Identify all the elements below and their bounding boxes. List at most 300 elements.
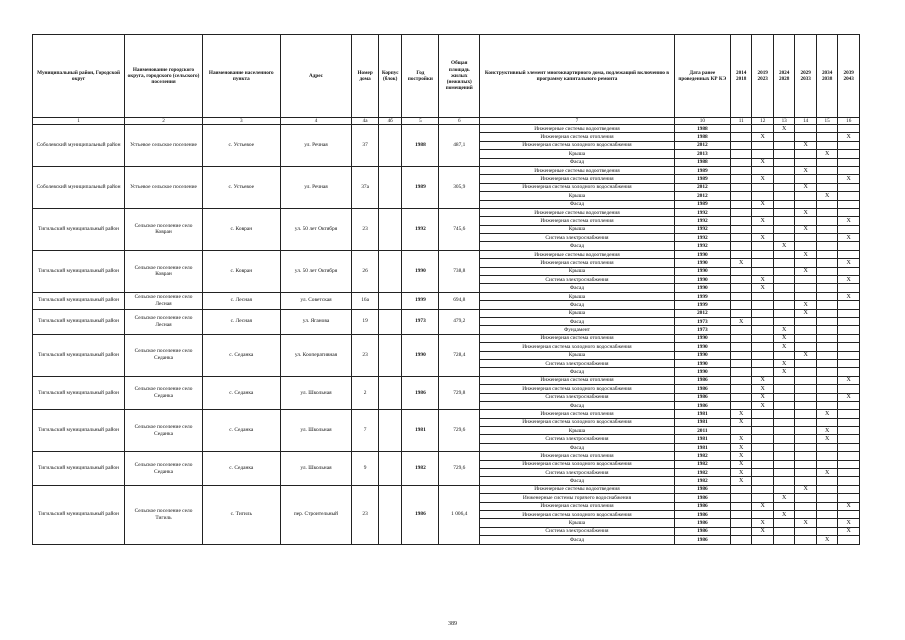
element-cell: Инженерные системы водоотведения xyxy=(480,125,674,133)
period-mark-cell xyxy=(752,150,773,158)
period-mark-cell xyxy=(773,192,794,200)
period-mark-cell xyxy=(773,401,794,409)
column-number: 4 xyxy=(280,118,352,125)
prior-repair-date-cell: 1992 xyxy=(674,242,730,250)
prior-repair-date-cell: 1986 xyxy=(674,536,730,544)
element-cell: Инженерная система отопления xyxy=(480,259,674,267)
period-mark-cell: X xyxy=(838,519,860,527)
period-mark-cell xyxy=(730,166,751,174)
build-year-cell: 1986 xyxy=(402,485,439,544)
period-mark-cell xyxy=(816,334,837,342)
element-cell: Инженерная система холодного водоснабжения xyxy=(480,183,674,191)
element-cell: Инженерные системы горячего водоснабжения xyxy=(480,494,674,502)
period-mark-cell xyxy=(773,250,794,258)
period-mark-cell xyxy=(752,460,773,468)
period-mark-cell xyxy=(773,317,794,325)
period-mark-cell: X xyxy=(752,217,773,225)
period-mark-cell xyxy=(773,158,794,166)
address-cell: ул. Советская xyxy=(280,292,352,309)
element-cell: Инженерная система отопления xyxy=(480,376,674,384)
element-cell: Инженерная система отопления xyxy=(480,410,674,418)
period-mark-cell: X xyxy=(795,166,816,174)
period-mark-cell xyxy=(795,385,816,393)
block-cell xyxy=(378,208,402,250)
period-mark-cell xyxy=(838,359,860,367)
period-mark-cell: X xyxy=(730,460,751,468)
period-mark-cell xyxy=(816,326,837,334)
element-cell: Система электроснабжения xyxy=(480,527,674,535)
period-mark-cell xyxy=(730,301,751,309)
period-mark-cell: X xyxy=(838,527,860,535)
period-mark-cell xyxy=(795,259,816,267)
house-number-cell: 7 xyxy=(352,410,379,452)
element-cell: Фасад xyxy=(480,368,674,376)
period-mark-cell xyxy=(838,284,860,292)
element-cell: Инженерные системы водоотведения xyxy=(480,166,674,174)
period-mark-cell xyxy=(752,443,773,451)
prior-repair-date-cell: 1999 xyxy=(674,292,730,300)
period-mark-cell xyxy=(838,200,860,208)
area-cell: 728,4 xyxy=(439,334,480,376)
element-cell: Фундамент xyxy=(480,326,674,334)
element-cell: Инженерная система холодного водоснабжения xyxy=(480,385,674,393)
period-mark-cell xyxy=(752,452,773,460)
period-mark-cell: X xyxy=(795,309,816,317)
column-number: 4а xyxy=(352,118,379,125)
period-mark-cell xyxy=(816,225,837,233)
period-mark-cell: X xyxy=(838,133,860,141)
prior-repair-date-cell: 1986 xyxy=(674,527,730,535)
area-cell: 305,9 xyxy=(439,166,480,208)
period-mark-cell xyxy=(773,351,794,359)
house-number-cell: 16а xyxy=(352,292,379,309)
page-number: 389 xyxy=(448,621,457,627)
column-header: Корпус (блок) xyxy=(378,35,402,118)
address-cell: пер. Строительный xyxy=(280,485,352,544)
period-mark-cell: X xyxy=(795,183,816,191)
period-mark-cell xyxy=(838,317,860,325)
house-number-cell: 37 xyxy=(352,125,379,167)
period-mark-cell xyxy=(752,301,773,309)
period-mark-cell xyxy=(773,150,794,158)
period-mark-cell xyxy=(816,351,837,359)
period-mark-cell xyxy=(816,477,837,485)
period-mark-cell xyxy=(816,242,837,250)
table-row xyxy=(33,125,860,133)
prior-repair-date-cell: 1990 xyxy=(674,284,730,292)
build-year-cell: 1992 xyxy=(402,208,439,250)
period-mark-cell: X xyxy=(816,192,837,200)
settlement-cell: Сельское поселение село Седанка xyxy=(125,376,203,410)
period-mark-cell: X xyxy=(838,259,860,267)
period-mark-cell xyxy=(773,259,794,267)
period-mark-cell: X xyxy=(816,150,837,158)
period-mark-cell xyxy=(730,309,751,317)
period-mark-cell xyxy=(752,292,773,300)
locality-cell: с. Седанка xyxy=(202,334,280,376)
period-mark-cell xyxy=(795,326,816,334)
element-cell: Фасад xyxy=(480,158,674,166)
prior-repair-date-cell: 1986 xyxy=(674,510,730,518)
period-mark-cell: X xyxy=(752,502,773,510)
house-number-cell: 37а xyxy=(352,166,379,208)
period-mark-cell xyxy=(752,208,773,216)
period-mark-cell xyxy=(730,208,751,216)
address-cell: ул. 50 лет Октября xyxy=(280,208,352,250)
build-year-cell: 1990 xyxy=(402,334,439,376)
prior-repair-date-cell: 1982 xyxy=(674,469,730,477)
period-mark-cell xyxy=(838,427,860,435)
period-mark-cell xyxy=(752,485,773,493)
period-mark-cell xyxy=(730,183,751,191)
settlement-cell: Сельское поселение село Ковран xyxy=(125,250,203,292)
period-mark-cell xyxy=(816,393,837,401)
prior-repair-date-cell: 1990 xyxy=(674,351,730,359)
period-mark-cell xyxy=(816,208,837,216)
period-mark-cell: X xyxy=(816,410,837,418)
prior-repair-date-cell: 1986 xyxy=(674,385,730,393)
period-mark-cell xyxy=(773,284,794,292)
column-header: 2034 2038 xyxy=(816,35,837,118)
period-mark-cell: X xyxy=(773,242,794,250)
period-mark-cell xyxy=(752,469,773,477)
capital-repair-table xyxy=(32,34,860,545)
prior-repair-date-cell: 1992 xyxy=(674,217,730,225)
prior-repair-date-cell: 1988 xyxy=(674,158,730,166)
table-row xyxy=(33,309,860,317)
column-header: Дата ранее проведенных КР КЭ xyxy=(674,35,730,118)
period-mark-cell xyxy=(752,250,773,258)
prior-repair-date-cell: 1992 xyxy=(674,234,730,242)
period-mark-cell xyxy=(752,125,773,133)
period-mark-cell xyxy=(795,393,816,401)
period-mark-cell: X xyxy=(773,334,794,342)
column-number: 13 xyxy=(773,118,794,125)
element-cell: Инженерная система отопления xyxy=(480,217,674,225)
element-cell: Система электроснабжения xyxy=(480,359,674,367)
prior-repair-date-cell: 2012 xyxy=(674,192,730,200)
district-cell: Тигильский муниципальный район xyxy=(33,452,125,486)
period-mark-cell xyxy=(816,166,837,174)
period-mark-cell xyxy=(795,410,816,418)
block-cell xyxy=(378,334,402,376)
period-mark-cell: X xyxy=(838,376,860,384)
period-mark-cell xyxy=(730,284,751,292)
period-mark-cell xyxy=(838,460,860,468)
period-mark-cell xyxy=(730,158,751,166)
element-cell: Система электроснабжения xyxy=(480,469,674,477)
period-mark-cell xyxy=(795,200,816,208)
period-mark-cell xyxy=(752,225,773,233)
column-number: 15 xyxy=(816,118,837,125)
period-mark-cell xyxy=(795,343,816,351)
prior-repair-date-cell: 1990 xyxy=(674,259,730,267)
column-header: 2014 2018 xyxy=(730,35,751,118)
period-mark-cell xyxy=(816,217,837,225)
period-mark-cell: X xyxy=(773,343,794,351)
period-mark-cell xyxy=(795,234,816,242)
period-mark-cell xyxy=(730,292,751,300)
element-cell: Инженерная система отопления xyxy=(480,133,674,141)
period-mark-cell xyxy=(730,359,751,367)
period-mark-cell xyxy=(838,435,860,443)
period-mark-cell: X xyxy=(838,276,860,284)
period-mark-cell xyxy=(773,469,794,477)
settlement-cell: Устьевое сельское поселение xyxy=(125,125,203,167)
column-header: Год постройки xyxy=(402,35,439,118)
prior-repair-date-cell: 2011 xyxy=(674,427,730,435)
period-mark-cell xyxy=(773,460,794,468)
address-cell: ул. Школьная xyxy=(280,410,352,452)
period-mark-cell: X xyxy=(752,527,773,535)
period-mark-cell xyxy=(730,334,751,342)
period-mark-cell xyxy=(730,502,751,510)
district-cell: Тигильский муниципальный район xyxy=(33,309,125,334)
period-mark-cell: X xyxy=(730,259,751,267)
period-mark-cell xyxy=(795,276,816,284)
period-mark-cell: X xyxy=(816,536,837,544)
period-mark-cell xyxy=(816,485,837,493)
address-cell: ул. Кооперативная xyxy=(280,334,352,376)
address-cell: ул. Школьная xyxy=(280,376,352,410)
period-mark-cell xyxy=(730,200,751,208)
period-mark-cell: X xyxy=(752,133,773,141)
period-mark-cell xyxy=(838,309,860,317)
element-cell: Инженерная система отопления xyxy=(480,175,674,183)
period-mark-cell xyxy=(816,502,837,510)
settlement-cell: Сельское поселение село Лесная xyxy=(125,309,203,334)
prior-repair-date-cell: 2012 xyxy=(674,141,730,149)
period-mark-cell: X xyxy=(816,427,837,435)
period-mark-cell: X xyxy=(752,385,773,393)
period-mark-cell xyxy=(816,141,837,149)
period-mark-cell xyxy=(773,166,794,174)
period-mark-cell xyxy=(838,183,860,191)
prior-repair-date-cell: 1982 xyxy=(674,477,730,485)
period-mark-cell xyxy=(816,385,837,393)
period-mark-cell: X xyxy=(795,141,816,149)
period-mark-cell xyxy=(730,267,751,275)
period-mark-cell xyxy=(730,133,751,141)
period-mark-cell xyxy=(730,326,751,334)
column-header: Номер дома xyxy=(352,35,379,118)
period-mark-cell xyxy=(730,527,751,535)
period-mark-cell xyxy=(795,510,816,518)
column-header: Конструктивный элемент многоквартирного дома, подлежащий включению в программу капитального ремонта xyxy=(480,35,674,118)
period-mark-cell xyxy=(773,208,794,216)
area-cell: 479,2 xyxy=(439,309,480,334)
period-mark-cell xyxy=(730,276,751,284)
locality-cell: с. Устьевое xyxy=(202,125,280,167)
address-cell: ул. Школьная xyxy=(280,452,352,486)
settlement-cell: Сельское поселение село Тигиль xyxy=(125,485,203,544)
period-mark-cell xyxy=(773,536,794,544)
period-mark-cell xyxy=(838,192,860,200)
element-cell: Фасад xyxy=(480,401,674,409)
house-number-cell: 2 xyxy=(352,376,379,410)
period-mark-cell xyxy=(752,343,773,351)
period-mark-cell xyxy=(773,292,794,300)
column-header: Наименование городского округа, городского (сельского) поселения xyxy=(125,35,203,118)
element-cell: Инженерные системы водоотведения xyxy=(480,208,674,216)
period-mark-cell xyxy=(773,427,794,435)
period-mark-cell: X xyxy=(730,477,751,485)
period-mark-cell xyxy=(730,385,751,393)
period-mark-cell xyxy=(730,234,751,242)
area-cell: 729,6 xyxy=(439,452,480,486)
period-mark-cell: X xyxy=(752,175,773,183)
period-mark-cell: X xyxy=(838,393,860,401)
element-cell: Крыша xyxy=(480,309,674,317)
build-year-cell: 1973 xyxy=(402,309,439,334)
period-mark-cell xyxy=(816,519,837,527)
house-number-cell: 9 xyxy=(352,452,379,486)
element-cell: Крыша xyxy=(480,292,674,300)
period-mark-cell xyxy=(795,418,816,426)
period-mark-cell xyxy=(752,267,773,275)
period-mark-cell xyxy=(752,317,773,325)
block-cell xyxy=(378,125,402,167)
period-mark-cell: X xyxy=(773,359,794,367)
period-mark-cell xyxy=(838,385,860,393)
period-mark-cell xyxy=(773,276,794,284)
period-mark-cell xyxy=(838,301,860,309)
area-cell: 1 006,4 xyxy=(439,485,480,544)
column-number: 14 xyxy=(795,118,816,125)
period-mark-cell xyxy=(816,418,837,426)
period-mark-cell xyxy=(773,502,794,510)
period-mark-cell: X xyxy=(795,301,816,309)
period-mark-cell xyxy=(795,502,816,510)
locality-cell: с. Устьевое xyxy=(202,166,280,208)
period-mark-cell xyxy=(752,418,773,426)
element-cell: Инженерная система отопления xyxy=(480,452,674,460)
period-mark-cell xyxy=(730,519,751,527)
period-mark-cell xyxy=(752,536,773,544)
period-mark-cell xyxy=(816,368,837,376)
prior-repair-date-cell: 1982 xyxy=(674,452,730,460)
period-mark-cell: X xyxy=(773,326,794,334)
element-cell: Крыша xyxy=(480,427,674,435)
period-mark-cell xyxy=(795,192,816,200)
period-mark-cell xyxy=(752,368,773,376)
period-mark-cell: X xyxy=(838,217,860,225)
table-row xyxy=(33,485,860,493)
column-number: 16 xyxy=(838,118,860,125)
period-mark-cell xyxy=(816,133,837,141)
element-cell: Инженерная система холодного водоснабжения xyxy=(480,418,674,426)
period-mark-cell xyxy=(816,317,837,325)
element-cell: Фасад xyxy=(480,443,674,451)
area-cell: 738,8 xyxy=(439,250,480,292)
period-mark-cell: X xyxy=(752,393,773,401)
period-mark-cell xyxy=(752,141,773,149)
period-mark-cell xyxy=(730,343,751,351)
period-mark-cell xyxy=(730,510,751,518)
build-year-cell: 1990 xyxy=(402,250,439,292)
period-mark-cell xyxy=(838,485,860,493)
house-number-cell: 23 xyxy=(352,334,379,376)
period-mark-cell xyxy=(795,527,816,535)
area-cell: 745,6 xyxy=(439,208,480,250)
period-mark-cell: X xyxy=(752,376,773,384)
period-mark-cell xyxy=(795,133,816,141)
area-cell: 729,8 xyxy=(439,376,480,410)
period-mark-cell xyxy=(730,536,751,544)
block-cell xyxy=(378,309,402,334)
period-mark-cell xyxy=(795,150,816,158)
period-mark-cell xyxy=(838,250,860,258)
period-mark-cell xyxy=(838,351,860,359)
period-mark-cell xyxy=(752,166,773,174)
period-mark-cell xyxy=(730,351,751,359)
address-cell: ул. Речная xyxy=(280,166,352,208)
element-cell: Крыша xyxy=(480,192,674,200)
settlement-cell: Сельское поселение село Седанка xyxy=(125,452,203,486)
period-mark-cell xyxy=(730,485,751,493)
period-mark-cell xyxy=(816,158,837,166)
prior-repair-date-cell: 1986 xyxy=(674,485,730,493)
period-mark-cell xyxy=(773,309,794,317)
area-cell: 694,8 xyxy=(439,292,480,309)
element-cell: Инженерная система холодного водоснабжения xyxy=(480,141,674,149)
period-mark-cell: X xyxy=(816,469,837,477)
prior-repair-date-cell: 1986 xyxy=(674,519,730,527)
period-mark-cell xyxy=(752,183,773,191)
period-mark-cell xyxy=(795,401,816,409)
settlement-cell: Сельское поселение село Седанка xyxy=(125,410,203,452)
table-row xyxy=(33,166,860,174)
period-mark-cell xyxy=(816,292,837,300)
locality-cell: с. Ковран xyxy=(202,250,280,292)
district-cell: Тигильский муниципальный район xyxy=(33,334,125,376)
prior-repair-date-cell: 1990 xyxy=(674,368,730,376)
element-cell: Инженерная система холодного водоснабжения xyxy=(480,460,674,468)
period-mark-cell xyxy=(730,494,751,502)
prior-repair-date-cell: 1999 xyxy=(674,301,730,309)
column-number: 3 xyxy=(202,118,280,125)
period-mark-cell xyxy=(730,141,751,149)
period-mark-cell xyxy=(795,494,816,502)
period-mark-cell xyxy=(730,376,751,384)
period-mark-cell xyxy=(752,435,773,443)
locality-cell: с. Тигиль xyxy=(202,485,280,544)
period-mark-cell: X xyxy=(730,435,751,443)
period-mark-cell xyxy=(730,217,751,225)
house-number-cell: 26 xyxy=(352,250,379,292)
area-cell: 729,6 xyxy=(439,410,480,452)
period-mark-cell xyxy=(838,418,860,426)
period-mark-cell xyxy=(838,334,860,342)
element-cell: Фасад xyxy=(480,200,674,208)
element-cell: Крыша xyxy=(480,150,674,158)
period-mark-cell xyxy=(816,183,837,191)
address-cell: ул. Яганова xyxy=(280,309,352,334)
element-cell: Крыша xyxy=(480,225,674,233)
prior-repair-date-cell: 1990 xyxy=(674,334,730,342)
element-cell: Система электроснабжения xyxy=(480,234,674,242)
period-mark-cell: X xyxy=(752,401,773,409)
period-mark-cell xyxy=(730,250,751,258)
build-year-cell: 1989 xyxy=(402,166,439,208)
element-cell: Фасад xyxy=(480,317,674,325)
period-mark-cell xyxy=(816,234,837,242)
prior-repair-date-cell: 1989 xyxy=(674,175,730,183)
element-cell: Инженерная система холодного водоснабжения xyxy=(480,343,674,351)
prior-repair-date-cell: 1990 xyxy=(674,359,730,367)
column-header: 2024 2028 xyxy=(773,35,794,118)
house-number-cell: 23 xyxy=(352,485,379,544)
